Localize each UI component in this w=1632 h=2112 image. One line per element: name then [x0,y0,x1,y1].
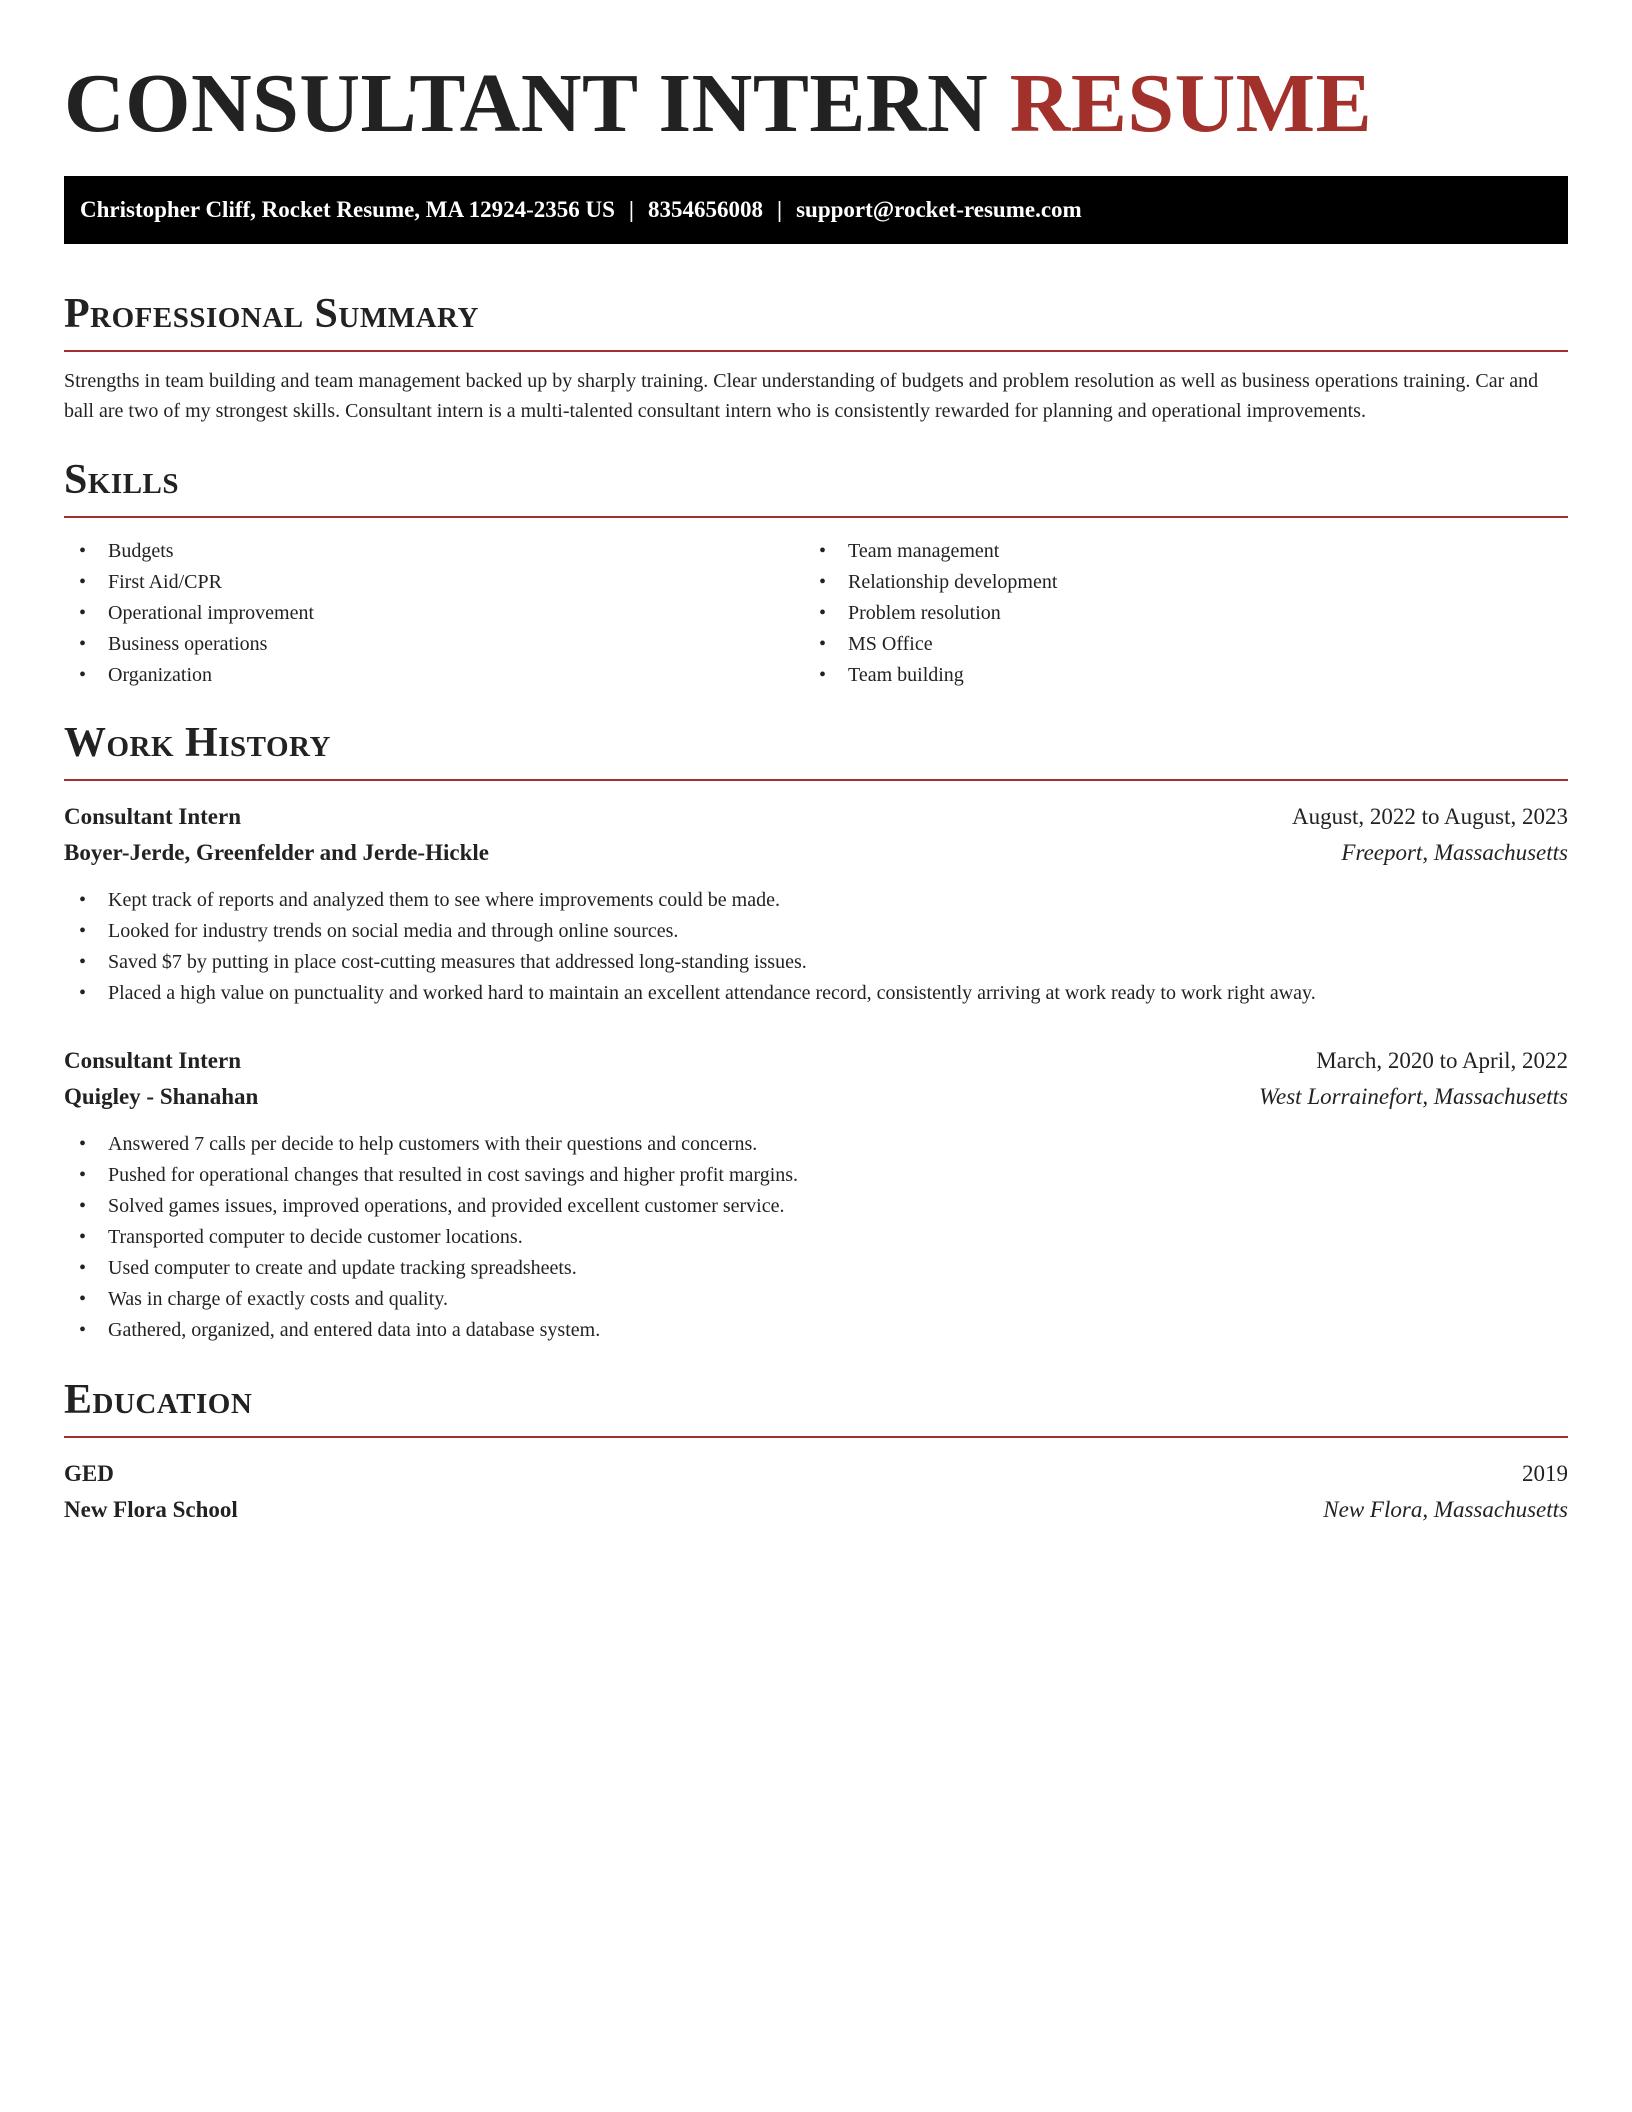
job-company: Quigley - Shanahan [64,1084,259,1109]
job-bullet: • Kept track of reports and analyzed them to see where improvements could be made. [64,885,1568,916]
contact-separator: | [628,197,634,222]
job-company: Boyer-Jerde, Greenfelder and Jerde-Hickle [64,840,489,865]
work-history-heading: Work History [64,720,331,766]
job-title: Consultant Intern [64,804,242,829]
section-divider [64,1436,1568,1438]
job-location: Freeport, Massachusetts [1341,840,1568,865]
job-header-row [64,1043,1568,1079]
job-bullet: • Saved $7 by putting in place cost-cutting measures that addressed long-standing issues. [64,947,1568,978]
skills-column-right [804,536,1544,691]
job-location: West Lorrainefort, Massachusetts [1258,1084,1568,1109]
skill-item: • Team building [804,660,1544,691]
education-school-row [64,1492,1568,1528]
contact-bar [64,176,1568,244]
job-bullet: • Pushed for operational changes that resulted in cost savings and higher profit margins. [64,1160,1568,1191]
resume-title [64,56,1568,152]
education-year: 2019 [1522,1461,1568,1486]
skill-item: • Business operations [64,629,804,660]
section-divider [64,516,1568,518]
skill-item: • Problem resolution [804,598,1544,629]
job-bullets [64,885,1568,1009]
education-location: New Flora, Massachusetts [1323,1497,1568,1522]
education-entry [64,1456,1568,1528]
contact-phone: 8354656008 [648,197,763,222]
skill-item: • Organization [64,660,804,691]
job-bullet: • Solved games issues, improved operations, and provided excellent customer service. [64,1191,1568,1222]
skills-grid [64,536,1568,691]
contact-email: support@rocket-resume.com [796,197,1082,222]
job-bullet: • Looked for industry trends on social media and through online sources. [64,916,1568,947]
job-dates: March, 2020 to April, 2022 [1316,1048,1568,1073]
contact-address: Christopher Cliff, Rocket Resume, MA 12924-2356 US [80,197,615,222]
title-main: CONSULTANT INTERN [64,57,989,150]
skill-item: • Budgets [64,536,804,567]
education-heading: Education [64,1377,253,1423]
summary-heading: Professional Summary [64,291,479,337]
contact-separator: | [777,197,783,222]
job-entry [64,1043,1568,1346]
job-bullet: • Used computer to create and update tracking spreadsheets. [64,1253,1568,1284]
skills-column-left [64,536,804,691]
job-title: Consultant Intern [64,1048,242,1073]
job-bullet: • Was in charge of exactly costs and quality. [64,1284,1568,1315]
skill-item: • Team management [804,536,1544,567]
job-bullet: • Answered 7 calls per decide to help customers with their questions and concerns. [64,1129,1568,1160]
education-degree: GED [64,1461,114,1486]
education-header-row [64,1456,1568,1492]
summary-text: Strengths in team building and team management backed up by sharply training. Clear understanding of budgets and problem resolution as well as business operations training. Car and ball are two of my strongest skills. Consultant intern is a multi-talented consultant intern who is consistently rewarded for planning and operational improvements. [64,370,1539,422]
job-bullet: • Placed a high value on punctuality and worked hard to maintain an excellent attendance record, consistently arriving at work ready to work right away. [64,978,1568,1009]
job-company-row [64,835,1568,871]
job-dates: August, 2022 to August, 2023 [1291,804,1568,829]
section-divider [64,350,1568,352]
skill-item: • MS Office [804,629,1544,660]
job-entry [64,799,1568,1009]
job-bullets [64,1129,1568,1346]
job-bullet: • Transported computer to decide customer locations. [64,1222,1568,1253]
skills-heading: Skills [64,457,180,503]
education-school: New Flora School [64,1497,238,1522]
skill-item: • First Aid/CPR [64,567,804,598]
job-company-row [64,1079,1568,1115]
resume-page [64,0,1568,1528]
skill-item: • Relationship development [804,567,1544,598]
skill-item: • Operational improvement [64,598,804,629]
title-accent: RESUME [1009,57,1373,150]
section-divider [64,779,1568,781]
job-header-row [64,799,1568,835]
job-bullet: • Gathered, organized, and entered data into a database system. [64,1315,1568,1346]
